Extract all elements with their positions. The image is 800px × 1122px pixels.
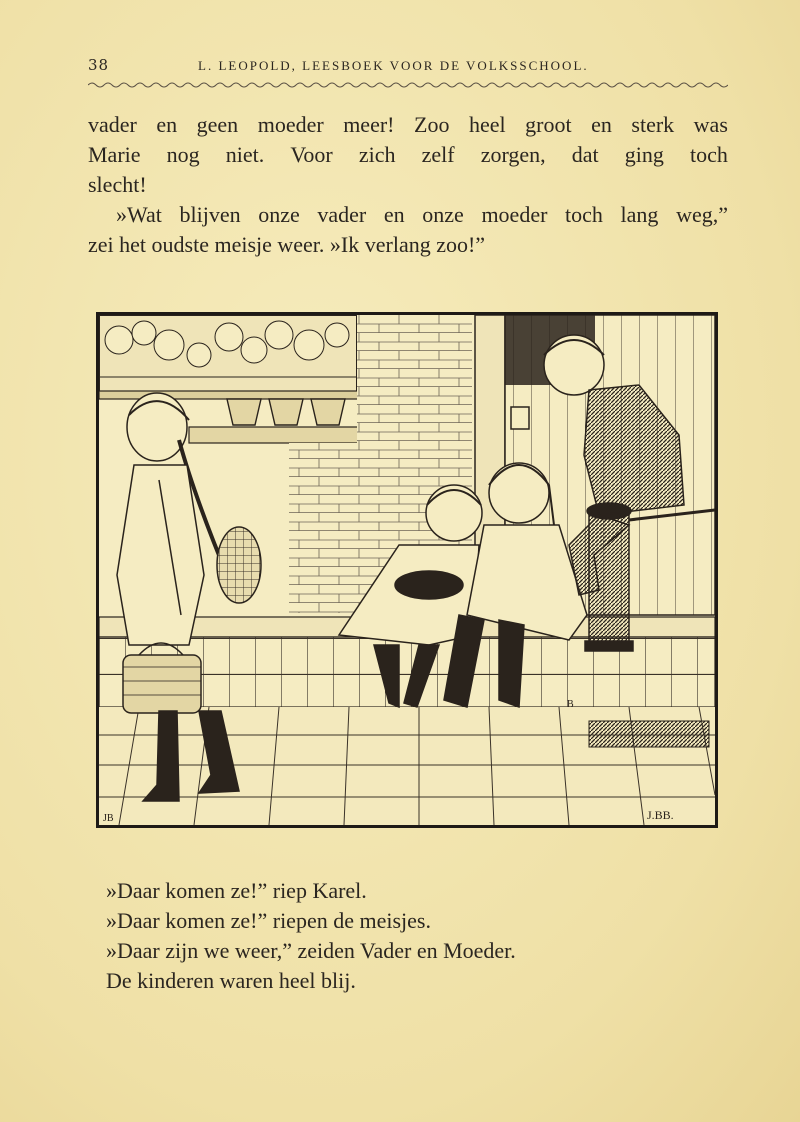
- running-head: [88, 56, 728, 80]
- decorative-rule: [88, 80, 728, 90]
- word: Zoo: [414, 112, 450, 137]
- word: blijven: [179, 202, 241, 227]
- paragraph-1: [88, 110, 728, 200]
- artist-signature: J.BB.: [647, 808, 674, 822]
- word: en: [591, 112, 612, 137]
- small-mark: B: [567, 699, 574, 710]
- text-line: [88, 110, 728, 140]
- word: onze: [422, 202, 464, 227]
- engraving-illustration: [96, 312, 718, 828]
- word: Voor: [290, 142, 333, 167]
- text-line: [88, 140, 728, 170]
- word: vader: [88, 112, 137, 137]
- pavement: [99, 707, 715, 825]
- illustration-drawing: [99, 315, 715, 825]
- word: zich: [358, 142, 396, 167]
- word: geen: [196, 112, 239, 137]
- running-title: L. LEOPOLD, LEESBOEK VOOR DE VOLKSSCHOOL.: [198, 58, 589, 73]
- word: onze: [258, 202, 300, 227]
- word: lang: [620, 202, 659, 227]
- word: zelf: [421, 142, 455, 167]
- text-line: zei het oudste meisje weer. »Ik verlang zoo!”: [88, 232, 486, 257]
- word: »Wat: [116, 202, 162, 227]
- word: niet.: [225, 142, 265, 167]
- word: groot: [525, 112, 572, 137]
- monogram-mark: JB: [103, 813, 114, 824]
- word: vader: [317, 202, 367, 227]
- word: Marie: [88, 142, 141, 167]
- dialogue-line: »Daar komen ze!” riepen de meisjes.: [106, 908, 431, 933]
- page-number: 38: [88, 56, 110, 74]
- word: sterk: [631, 112, 675, 137]
- word: was: [693, 112, 728, 137]
- word: moeder: [257, 112, 324, 137]
- brick-wall-lower: [289, 443, 369, 613]
- dialogue-line: »Daar zijn we weer,” zeiden Vader en Moeder.: [106, 938, 516, 963]
- text-line: [88, 200, 728, 230]
- word: dat: [571, 142, 599, 167]
- word: toch: [565, 202, 603, 227]
- word: moeder: [481, 202, 548, 227]
- paragraph-2: [88, 200, 728, 260]
- dialogue-line: De kinderen waren heel blij.: [106, 968, 356, 993]
- text-line: slecht!: [88, 172, 147, 197]
- word: meer!: [343, 112, 395, 137]
- dialogue-block: [106, 876, 516, 996]
- word: weg,”: [676, 202, 728, 227]
- word: nog: [166, 142, 200, 167]
- word: en: [383, 202, 405, 227]
- word: toch: [690, 142, 728, 167]
- dialogue-line: »Daar komen ze!” riep Karel.: [106, 878, 367, 903]
- word: en: [156, 112, 178, 137]
- word: heel: [468, 112, 506, 137]
- word: ging: [624, 142, 664, 167]
- word: zorgen,: [480, 142, 546, 167]
